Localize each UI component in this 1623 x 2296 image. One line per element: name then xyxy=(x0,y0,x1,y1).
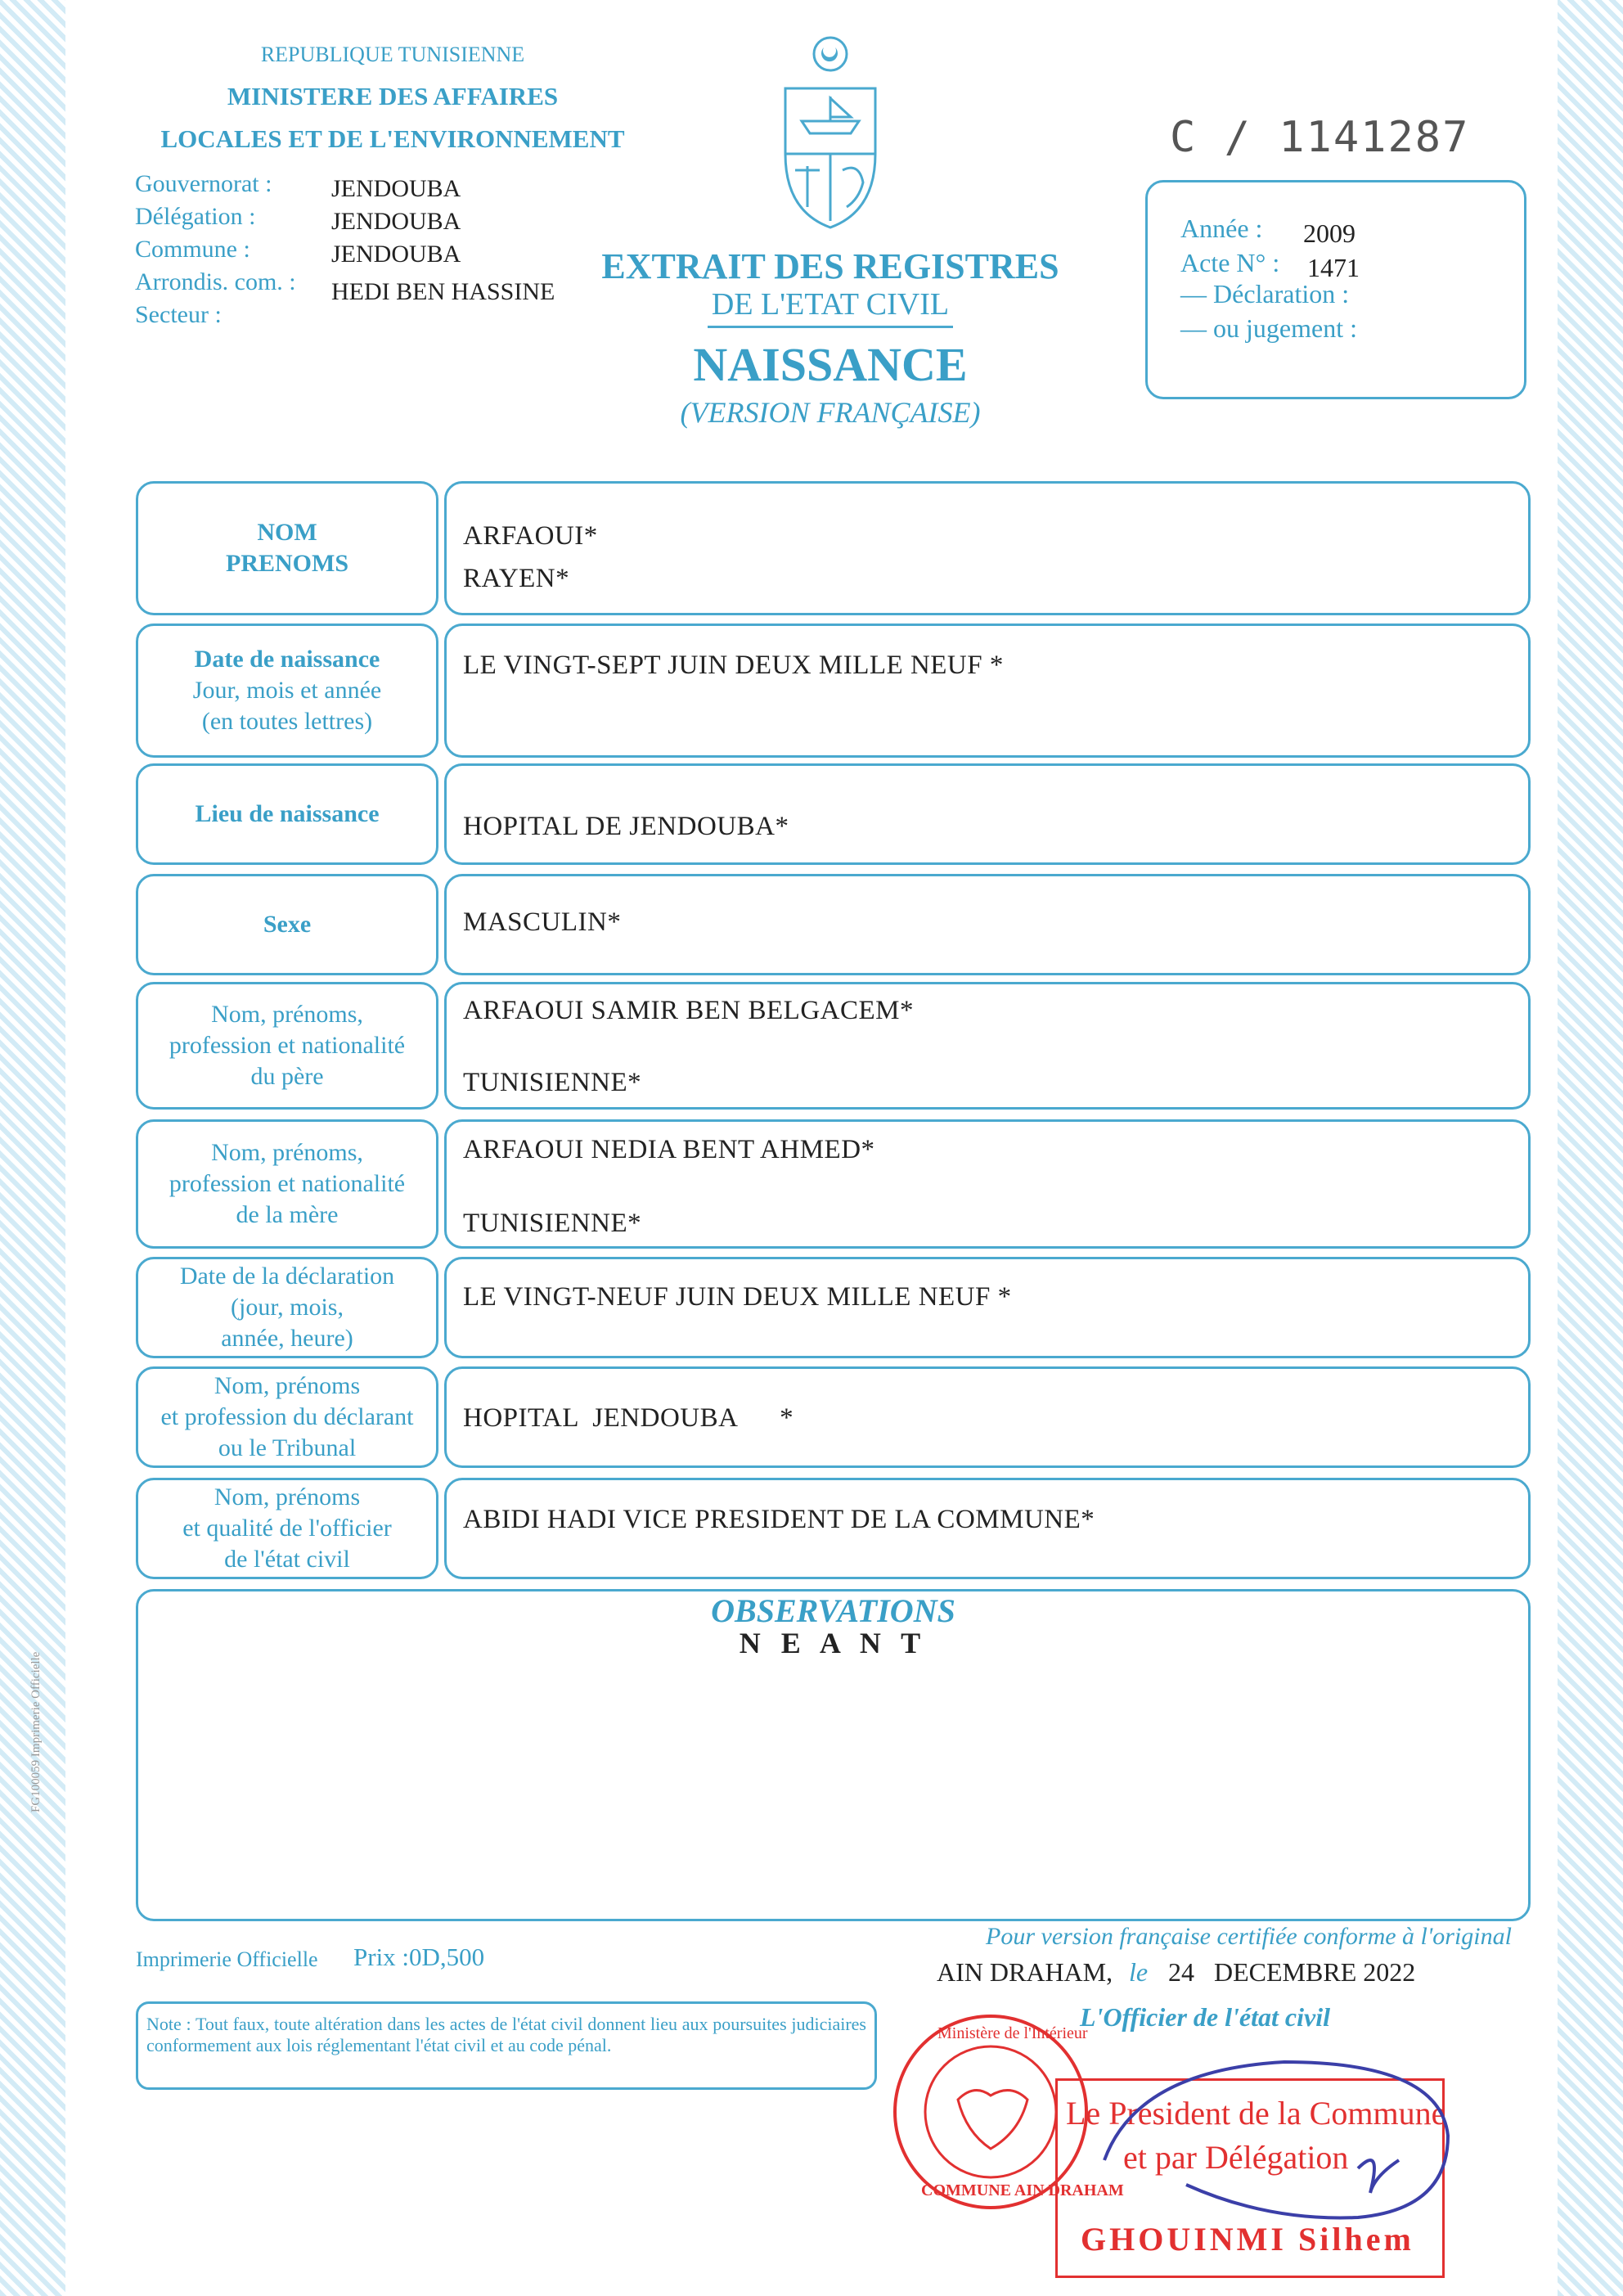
label-line: Nom, prénoms, xyxy=(211,1001,363,1028)
label-line: Date de naissance xyxy=(194,646,380,673)
certifiee-conforme: Pour version française certifiée conforme à l'original xyxy=(986,1923,1512,1950)
imprimerie-officielle: Imprimerie Officielle xyxy=(136,1947,318,1971)
tunisia-coat-of-arms-icon xyxy=(769,31,892,232)
prix: Prix :0D,500 xyxy=(353,1943,485,1971)
label-line: (en toutes lettres) xyxy=(201,708,373,735)
arrondis-value: HEDI BEN HASSINE xyxy=(331,278,555,305)
republic-line: REPUBLIQUE TUNISIENNE xyxy=(260,43,525,66)
title-etat-civil: DE L'ETAT CIVIL xyxy=(711,287,950,322)
label-line: et qualité de l'officier xyxy=(182,1515,392,1542)
title-extrait: EXTRAIT DES REGISTRES xyxy=(601,246,1059,286)
arrondis-label: Arrondis. com. : xyxy=(135,268,296,295)
observations-title: OBSERVATIONS xyxy=(711,1592,955,1629)
label-line: profession et nationalité xyxy=(169,1170,406,1197)
value-date-naissance: LE VINGT-SEPT JUIN DEUX MILLE NEUF * xyxy=(463,651,1004,680)
label-date-naissance xyxy=(136,624,438,758)
label-lieu-naissance xyxy=(136,763,438,865)
value-pere-nom: ARFAOUI SAMIR BEN BELGACEM* xyxy=(463,996,915,1025)
value-officier-box xyxy=(444,1478,1531,1579)
jugement-label: — ou jugement : xyxy=(1180,313,1357,343)
commune-value: JENDOUBA xyxy=(331,241,461,268)
value-prenom: RAYEN* xyxy=(463,564,570,593)
value-officier: ABIDI HADI VICE PRESIDENT DE LA COMMUNE* xyxy=(463,1505,1095,1534)
label-line: Nom, prénoms, xyxy=(211,1139,363,1166)
title-divider xyxy=(708,326,953,328)
lieu-signature: AIN DRAHAM, xyxy=(937,1957,1113,1987)
value-mere-nationalite: TUNISIENNE* xyxy=(463,1209,642,1238)
value-date-naissance-box xyxy=(444,624,1531,758)
rect-stamp-line2: et par Délégation xyxy=(1123,2139,1349,2176)
label-mere xyxy=(136,1119,438,1249)
title-version: (VERSION FRANÇAISE) xyxy=(680,396,981,429)
guilloche-border-left xyxy=(0,0,65,2296)
label-line: NOM xyxy=(257,519,317,546)
ministry-line-2: LOCALES ET DE L'ENVIRONNEMENT xyxy=(160,124,625,153)
label-nom-prenoms xyxy=(136,481,438,615)
acte-value: 1471 xyxy=(1307,253,1360,282)
note-text: Note : Tout faux, toute altération dans les actes de l'état civil donnent lieu aux poursuites judiciaires conformement aux lois réglementant l'état civil et au code pénal. xyxy=(146,2014,866,2055)
label-pere xyxy=(136,982,438,1110)
value-sexe: MASCULIN* xyxy=(463,907,622,937)
guilloche-border-right xyxy=(1558,0,1623,2296)
value-date-declaration-box xyxy=(444,1257,1531,1358)
acte-box xyxy=(1145,180,1526,399)
le-label: le xyxy=(1129,1957,1149,1987)
label-line: profession et nationalité xyxy=(169,1032,406,1059)
label-declarant xyxy=(136,1366,438,1468)
gouvernorat-value: JENDOUBA xyxy=(331,175,461,202)
label-line: Sexe xyxy=(263,911,312,938)
side-print-code: FG100059 Imprimerie Officielle xyxy=(29,1651,43,1812)
value-pere-box xyxy=(444,982,1531,1110)
round-stamp-bottom-text: COMMUNE AIN DRAHAM xyxy=(921,2181,1124,2199)
delegation-value: JENDOUBA xyxy=(331,208,461,235)
annee-value: 2009 xyxy=(1303,218,1355,248)
annee-label: Année : xyxy=(1180,214,1263,243)
label-line: ou le Tribunal xyxy=(218,1434,357,1461)
value-nom-prenoms xyxy=(444,481,1531,615)
label-officier xyxy=(136,1478,438,1579)
value-lieu-naissance: HOPITAL DE JENDOUBA* xyxy=(463,812,789,841)
title-naissance: NAISSANCE xyxy=(693,338,968,391)
value-sexe-box xyxy=(444,874,1531,975)
date-signature: 24 DECEMBRE 2022 xyxy=(1168,1957,1416,1987)
handwritten-signature-icon xyxy=(1088,2046,1481,2234)
value-mere-box xyxy=(444,1119,1531,1249)
observations-box xyxy=(136,1589,1531,1921)
label-line: (jour, mois, xyxy=(231,1294,344,1321)
ministry-line-1: MINISTERE DES AFFAIRES xyxy=(227,82,559,110)
value-mere-nom: ARFAOUI NEDIA BENT AHMED* xyxy=(463,1135,875,1164)
declaration-label: — Déclaration : xyxy=(1180,279,1350,308)
commune-label: Commune : xyxy=(135,236,250,263)
label-line: PRENOMS xyxy=(226,550,348,577)
rect-stamp-name: GHOUINMI Silhem xyxy=(1081,2221,1414,2258)
label-line: du père xyxy=(250,1063,324,1090)
value-declarant-box xyxy=(444,1366,1531,1468)
observations-value: N E A N T xyxy=(739,1627,928,1659)
label-line: Lieu de naissance xyxy=(195,800,380,827)
round-stamp-top-text: Ministère de l'Intérieur xyxy=(937,2024,1088,2042)
serial-number: C / 1141287 xyxy=(1170,113,1470,162)
delegation-label: Délégation : xyxy=(135,203,256,230)
value-date-declaration: LE VINGT-NEUF JUIN DEUX MILLE NEUF * xyxy=(463,1282,1012,1312)
officier-etat-civil: L'Officier de l'état civil xyxy=(1080,2002,1330,2032)
label-line: Nom, prénoms xyxy=(214,1372,361,1399)
label-sexe xyxy=(136,874,438,975)
note-box xyxy=(136,2001,877,2090)
label-line: Jour, mois et année xyxy=(192,677,382,704)
label-line: et profession du déclarant xyxy=(160,1403,414,1430)
label-line: Date de la déclaration xyxy=(179,1263,395,1290)
value-pere-nationalite: TUNISIENNE* xyxy=(463,1068,642,1097)
label-line: Nom, prénoms xyxy=(214,1483,361,1510)
rect-stamp-line1: Le Président de la Commune xyxy=(1066,2095,1446,2132)
value-nom: ARFAOUI* xyxy=(463,521,598,551)
value-lieu-naissance-box xyxy=(444,763,1531,865)
gouvernorat-label: Gouvernorat : xyxy=(135,170,272,197)
label-line: année, heure) xyxy=(221,1325,353,1352)
label-date-declaration xyxy=(136,1257,438,1358)
label-line: de la mère xyxy=(236,1201,339,1228)
value-declarant: HOPITAL JENDOUBA * xyxy=(463,1403,794,1433)
acte-label: Acte N° : xyxy=(1180,248,1280,277)
label-line: de l'état civil xyxy=(224,1546,350,1573)
secteur-label: Secteur : xyxy=(135,301,222,328)
